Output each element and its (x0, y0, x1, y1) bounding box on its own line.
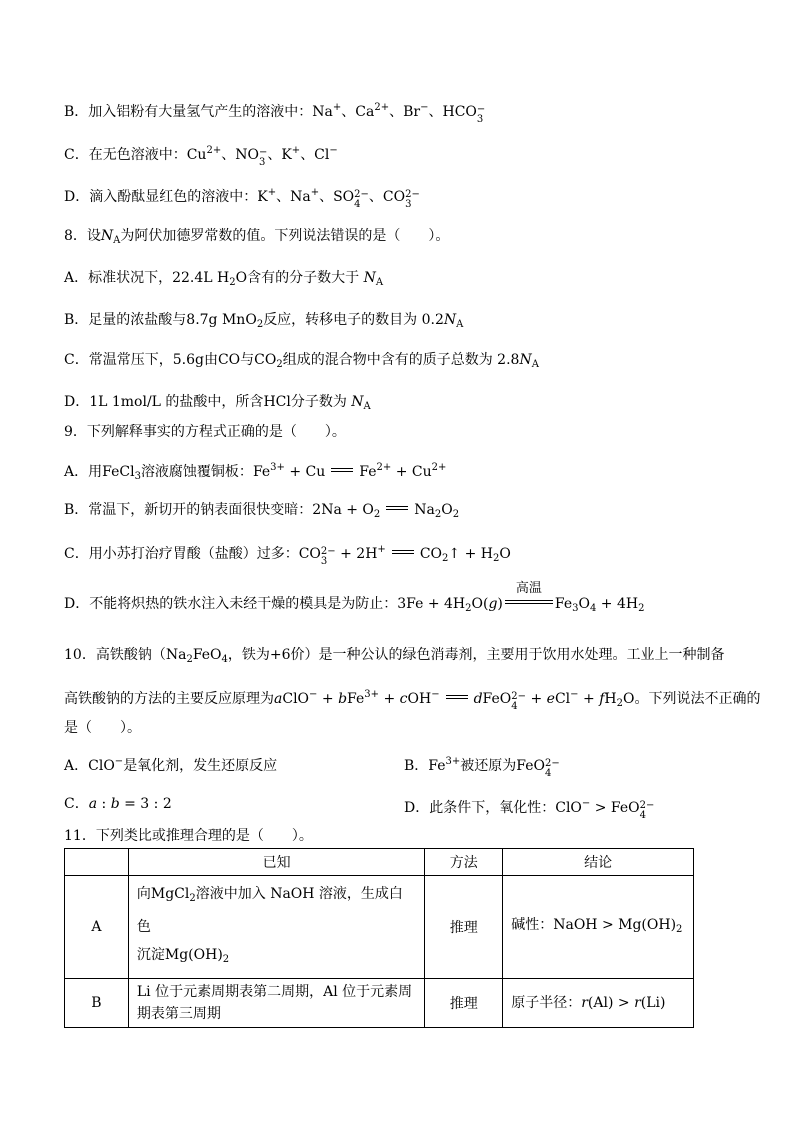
q10-options-ab (64, 752, 560, 779)
q7-option-b-text: B．加入铝粉有大量氢气产生的溶液中： (64, 104, 313, 120)
table-row (65, 979, 694, 1028)
q7-option-d: D．滴入酚酞显红色的溶液中：K+、Na+、SO 2− 4 、CO 2− 3 (64, 187, 420, 210)
row-label: A (65, 876, 129, 979)
table-row (65, 876, 694, 979)
q8-option-d: D．1L 1mol/L 的盐酸中，所含HCl分子数为 $N_A$ (64, 394, 371, 412)
q9-option-b: B．常温下，新切开的钠表面很快变暗：$2Na + O_2$ $Na_2O_2$ (64, 502, 460, 520)
q7-option-c: C．在无色溶液中：$Cu^{2+}$、NO − 3 、K+、Cl− (64, 145, 338, 168)
table-header: 方法 (425, 849, 503, 876)
q11-stem: 11．下列类比或推理合理的是（ ）。 (64, 828, 313, 844)
known-cell: 向MgCl$_2$溶液中加入 NaOH 溶液，生成白色 沉淀$Mg(OH)_2$ (128, 876, 425, 979)
q8-option-b: B．足量的浓盐酸与8.7g MnO$_2$反应，转移电子的数目为 $0.2N_A$ (64, 312, 464, 330)
q7-option-d-text: D．滴入酚酞显红色的溶液中： (64, 189, 258, 205)
q7-option-b: B．加入铝粉有大量氢气产生的溶液中：Na+、$Ca^{2+}$、Br−、HCO − 3 (64, 102, 486, 125)
q9-option-a: A．用FeCl$_3$溶液腐蚀覆铜板：$Fe^{3+} + Cu$ $Fe^{2+} + Cu^{2+}$ (64, 462, 447, 482)
table-header: 结论 (503, 849, 694, 876)
table-header: 已知 (128, 849, 425, 876)
reaction-condition: 高温 (505, 600, 553, 604)
q10-stem-line2: 高铁酸钠的方法的主要反应原理为aClO− + bFe$^{3+}$ + cOH− dFeO 2− 4 + $eCl^- + fH_2O$。下列说法不正确的 (64, 689, 761, 712)
q8-option-a: A．标准状况下，22.4L $H_2O$含有的分子数大于 $N_A$ (64, 270, 384, 288)
q9-stem: 9．下列解释事实的方程式正确的是（ ）。 (64, 424, 346, 440)
q9-option-c: C．用小苏打治疗胃酸（盐酸）过多：CO 2− 3 + 2H+ $CO_2↑ + H_2O$ (64, 544, 511, 567)
table-header (65, 849, 129, 876)
q8-stem: 8．设$N_A$为阿伏加德罗常数的值。下列说法错误的是（ ）。 (64, 228, 450, 246)
q10-option-b: B．$Fe^{3+}$被还原为FeO 2− 4 (404, 756, 560, 779)
q10-stem-line3: 是（ ）。 (64, 720, 141, 736)
q7-option-c-text: C．在无色溶液中： (64, 147, 187, 163)
known-cell: Li 位于元素周期表第二周期，Al 位于元素周 期表第三周期 (128, 979, 425, 1028)
method-cell: 推理 (425, 876, 503, 979)
q10-option-a: A．ClO−是氧化剂，发生还原反应 (64, 756, 278, 774)
q9-option-d: D．不能将炽热的铁水注入未经干燥的模具是为防止：$3Fe + 4H_2O(g)$ 高温 $Fe_3O_4 + 4H_2$ (64, 581, 645, 614)
conclusion-cell: 原子半径：r(Al) > r(Li) (503, 979, 694, 1028)
conclusion-cell: 碱性：NaOH > $Mg(OH)_2$ (503, 876, 694, 979)
q10-option-d: D．此条件下，氧化性：ClO− > FeO 2− 4 (404, 798, 655, 821)
q10-stem-line1: 10．高铁酸钠（$Na_2FeO_4$，铁为+6价）是一种公认的绿色消毒剂，主要用于饮用水处理。工业上一种制备 (64, 647, 725, 665)
row-label: B (65, 979, 129, 1028)
q10-options-cd (64, 794, 655, 821)
q10-option-c: C．a : b = 3 : 2 (64, 796, 172, 812)
table-header-row (65, 849, 694, 876)
q8-option-c: C．常温常压下，5.6g由CO与$CO_2$组成的混合物中含有的质子总数为 $2.8N_A$ (64, 352, 539, 370)
q11-table (64, 848, 694, 1028)
method-cell: 推理 (425, 979, 503, 1028)
